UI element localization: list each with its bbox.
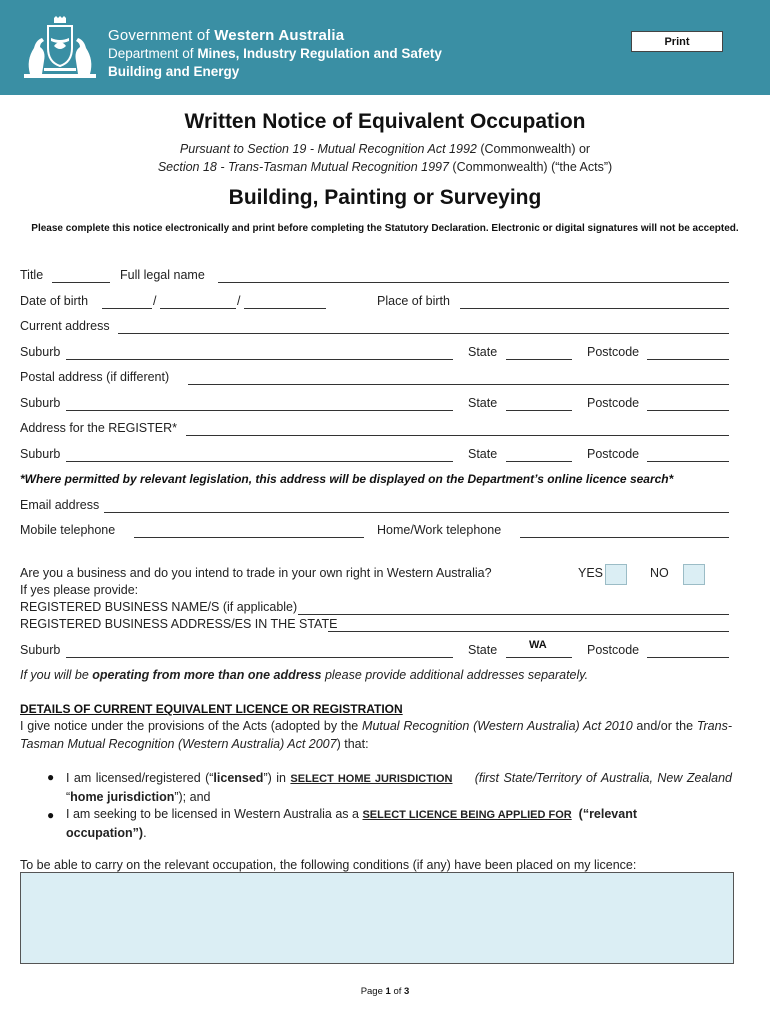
if-yes-label: If yes please provide:: [20, 583, 139, 597]
suburb-field[interactable]: [66, 643, 453, 658]
conditions-field[interactable]: [20, 872, 734, 964]
biz-name-label: REGISTERED BUSINESS NAME/S (if applicable): [20, 600, 298, 614]
details-intro: I give notice under the provisions of the Acts (adopted by the Mutual Recognition (Western Australia) Act 2010 and/or the Trans-Tasman Mutual Recognition (Western Australia) Act 2007) that:: [20, 719, 732, 751]
current-address-row: [20, 319, 729, 337]
postcode-field[interactable]: [647, 643, 729, 658]
pursuant-line-2: Section 18 - Trans-Tasman Mutual Recognition 1997 (Commonwealth) (“the Acts”): [157, 160, 613, 174]
register-address-field[interactable]: [186, 421, 729, 436]
header-banner: [0, 0, 770, 95]
document-title: Written Notice of Equivalent Occupation: [184, 110, 586, 133]
instructions: Please complete this notice electronically and print before completing the Statutory Declaration. Electronic or digital signatures will not be accepted.: [31, 223, 739, 234]
state-value: WA: [529, 639, 547, 651]
state-label: State: [468, 345, 498, 359]
email-label: Email address: [20, 498, 100, 512]
home-phone-field[interactable]: [520, 523, 729, 538]
postcode-label: Postcode: [587, 643, 640, 657]
phone-row: [20, 523, 729, 541]
postal-address-field[interactable]: [188, 370, 729, 385]
state-label: State: [468, 447, 498, 461]
register-address-row: [20, 421, 729, 439]
suburb-field[interactable]: [66, 396, 453, 411]
email-field[interactable]: [104, 498, 729, 513]
postcode-field[interactable]: [647, 396, 729, 411]
suburb-row-2: [20, 396, 729, 414]
name-row: [20, 268, 729, 286]
suburb-label: Suburb: [20, 643, 61, 657]
business-question: Are you a business and do you intend to trade in your own right in Western Australia?: [20, 566, 492, 580]
home-phone-label: Home/Work telephone: [377, 523, 502, 537]
register-note: *Where permitted by relevant legislation, this address will be displayed on the Department’s online licence search*: [20, 472, 674, 486]
dob-slash-1: /: [153, 294, 157, 308]
state-label: State: [468, 643, 498, 657]
gov-name: Government of Western Australia: [108, 27, 345, 44]
postcode-label: Postcode: [587, 447, 640, 461]
postal-address-row: [20, 370, 729, 388]
register-address-label: Address for the REGISTER*: [20, 421, 178, 435]
email-row: [20, 498, 729, 516]
suburb-label: Suburb: [20, 396, 61, 410]
postal-address-label: Postal address (if different): [20, 370, 170, 384]
yes-label: YES: [578, 566, 604, 580]
multi-address-note: If you will be operating from more than one address please provide additional addresses separately.: [20, 668, 589, 682]
biz-name-field[interactable]: [298, 600, 729, 615]
birth-row: [20, 294, 729, 312]
conditions-label: To be able to carry on the relevant occupation, the following conditions (if any) have been placed on my licence:: [20, 858, 637, 872]
current-address-field[interactable]: [118, 319, 729, 334]
bullet-dot-2: ●: [47, 808, 55, 822]
pob-label: Place of birth: [377, 294, 450, 308]
document-subtitle: Building, Painting or Surveying: [228, 186, 542, 209]
page-footer: Page 1 of 3: [360, 986, 410, 997]
bullet-1: I am licensed/registered (“licensed”) in SELECT HOME JURISDICTION (first State/Territory of Australia, New Zealand “home jurisdiction”); and: [66, 771, 733, 804]
licence-select[interactable]: SELECT LICENCE BEING APPLIED FOR: [362, 809, 572, 821]
postcode-field[interactable]: [647, 345, 729, 360]
dob-label: Date of birth: [20, 294, 89, 308]
pursuant-line-1: Pursuant to Section 19 - Mutual Recognition Act 1992 (Commonwealth) or: [179, 142, 591, 156]
no-checkbox[interactable]: [683, 564, 705, 585]
state-field[interactable]: [506, 396, 572, 411]
current-address-label: Current address: [20, 319, 110, 333]
postcode-label: Postcode: [587, 345, 640, 359]
postcode-field[interactable]: [647, 447, 729, 462]
pob-field[interactable]: [460, 294, 729, 309]
wa-coat-of-arms-icon: [18, 16, 102, 82]
suburb-label: Suburb: [20, 345, 61, 359]
print-button[interactable]: Print: [631, 31, 723, 52]
suburb-row-4: [20, 639, 729, 661]
state-field[interactable]: [506, 447, 572, 462]
dob-year-field[interactable]: [244, 294, 326, 309]
suburb-row-3: [20, 447, 729, 465]
dob-day-field[interactable]: [102, 294, 152, 309]
department-name: Department of Mines, Industry Regulation and Safety: [108, 46, 442, 61]
no-label: NO: [650, 566, 669, 580]
details-heading: DETAILS OF CURRENT EQUIVALENT LICENCE OR REGISTRATION: [20, 702, 403, 716]
biz-address-label: REGISTERED BUSINESS ADDRESS/ES IN THE STATE: [20, 617, 338, 631]
biz-name-row: [20, 600, 729, 618]
suburb-label: Suburb: [20, 447, 61, 461]
suburb-field[interactable]: [66, 447, 453, 462]
postcode-label: Postcode: [587, 396, 640, 410]
yes-checkbox[interactable]: [605, 564, 627, 585]
dob-slash-2: /: [237, 294, 241, 308]
mobile-label: Mobile telephone: [20, 523, 116, 537]
mobile-field[interactable]: [134, 523, 364, 538]
bullet-2: I am seeking to be licensed in Western Australia as a SELECT LICENCE BEING APPLIED FOR (“relevant occupation”).: [66, 807, 638, 840]
home-jurisdiction-select[interactable]: SELECT HOME JURISDICTION: [290, 773, 453, 785]
title-field[interactable]: [52, 268, 110, 283]
if-yes-row: [20, 583, 729, 601]
suburb-row-1: [20, 345, 729, 363]
dob-month-field[interactable]: [160, 294, 236, 309]
biz-address-row: [20, 617, 729, 635]
legal-name-label: Full legal name: [120, 268, 205, 282]
legal-name-field[interactable]: [218, 268, 729, 283]
division-name: Building and Energy: [108, 64, 240, 79]
state-field[interactable]: [506, 345, 572, 360]
state-label: State: [468, 396, 498, 410]
biz-address-field[interactable]: [328, 617, 729, 632]
bullet-dot-1: ●: [47, 770, 55, 784]
suburb-field[interactable]: [66, 345, 453, 360]
title-label: Title: [20, 268, 44, 282]
